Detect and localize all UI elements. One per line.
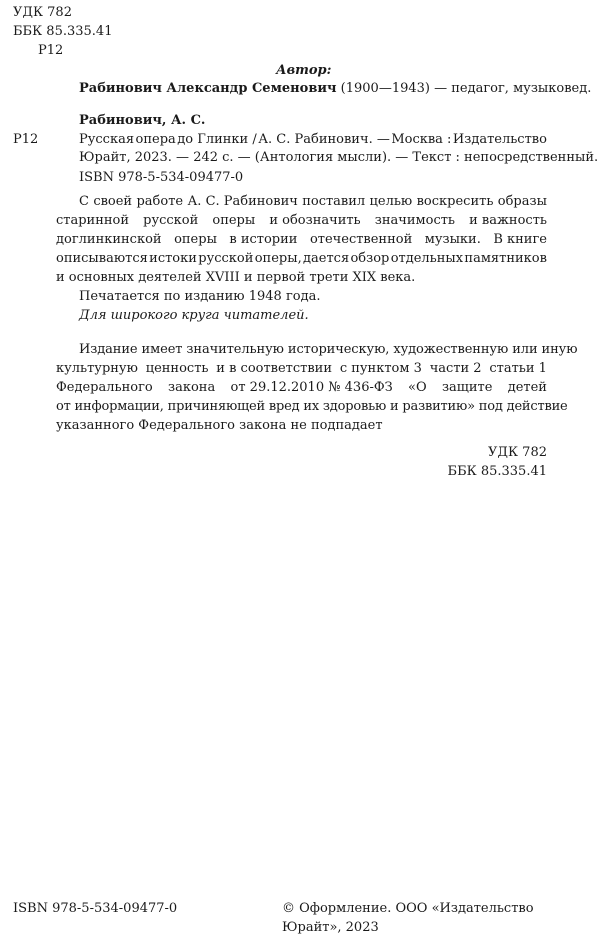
footer-copyright-line-2: Юрайт», 2023 <box>282 920 379 935</box>
author-label: Автор: <box>276 63 332 78</box>
legal-line-2: культурную ценность и в соответствии с пунктом 3 части 2 статьи 1 <box>56 361 547 376</box>
abstract-line-2: старинной русской оперы и обозначить значимость и важность <box>56 213 547 228</box>
audience-note: Для широкого круга читателей. <box>79 308 309 323</box>
author-line <box>79 79 591 98</box>
abstract-line-5: и основных деятелей XVIII и первой трети XIX века. <box>56 270 416 285</box>
footer-copyright-line-1: © Оформление. ООО «Издательство <box>282 901 534 916</box>
udk-code-repeat: УДК 782 <box>488 445 547 460</box>
author-name: Рабинович Александр Семенович <box>79 81 337 96</box>
abstract-line-1: С своей работе А. С. Рабинович поставил целью воскресить образы <box>79 194 547 209</box>
author-info: (1900—1943) — педагог, музыковед. <box>336 81 592 96</box>
author-sign: Р12 <box>38 43 64 58</box>
catalog-isbn: ISBN 978-5-534-09477-0 <box>79 170 244 185</box>
catalog-description-line-1: Русская опера до Глинки / А. С. Рабинович. — Москва : Издательство <box>79 132 547 147</box>
abstract-line-4: описываются истоки русской оперы, дается обзор отдельных памятников <box>56 251 547 266</box>
catalog-author-heading: Рабинович, А. С. <box>79 113 206 128</box>
legal-line-4: от информации, причиняющей вред их здоровью и развитию» под действие <box>56 399 568 414</box>
legal-line-3: Федерального закона от 29.12.2010 № 436-ФЗ «О защите детей <box>56 380 547 395</box>
legal-line-1: Издание имеет значительную историческую, художественную или иную <box>79 342 578 357</box>
bbk-code-repeat: ББК 85.335.41 <box>447 464 547 479</box>
footer-isbn: ISBN 978-5-534-09477-0 <box>13 901 178 916</box>
reprint-note: Печатается по изданию 1948 года. <box>79 289 321 304</box>
udk-code: УДК 782 <box>13 5 72 20</box>
abstract-line-3: доглинкинской оперы в истории отечественной музыки. В книге <box>56 232 547 247</box>
catalog-description-line-2: Юрайт, 2023. — 242 с. — (Антология мысли). — Текст : непосредственный. <box>79 150 598 165</box>
catalog-sign: Р12 <box>13 132 39 147</box>
bbk-code: ББК 85.335.41 <box>13 24 113 39</box>
legal-line-5: указанного Федерального закона не подпадает <box>56 418 383 433</box>
